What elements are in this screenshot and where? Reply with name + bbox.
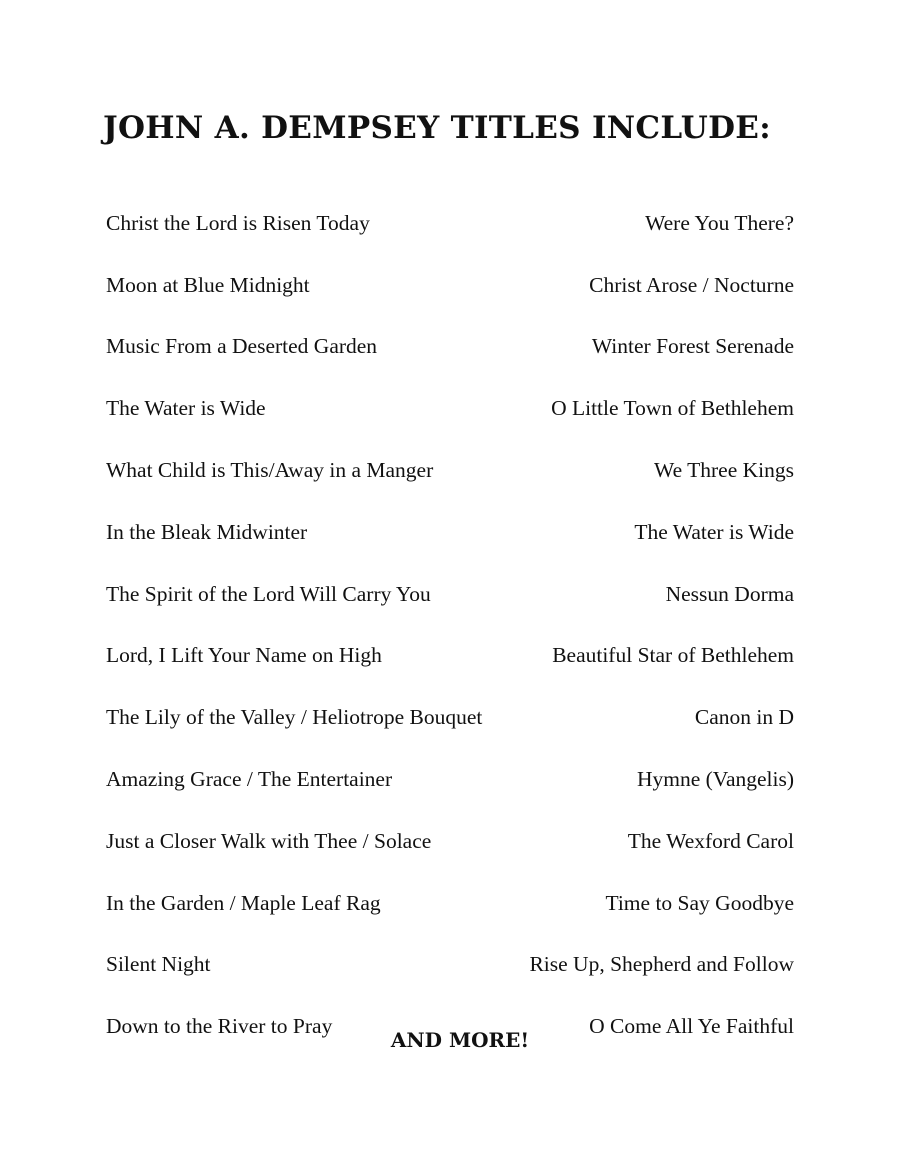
title-row: [106, 934, 794, 996]
title-right: O Come All Ye Faithful: [589, 1014, 794, 1039]
title-left: Christ the Lord is Risen Today: [106, 210, 370, 235]
title-left: Silent Night: [106, 952, 211, 977]
titles-list: [106, 192, 794, 1057]
title-right: Time to Say Goodbye: [605, 890, 794, 915]
title-right: Were You There?: [645, 210, 794, 235]
title-left: What Child is This/Away in a Manger: [106, 458, 434, 483]
title-left: In the Bleak Midwinter: [106, 519, 308, 544]
page-title: JOHN A. DEMPSEY TITLES INCLUDE:: [103, 110, 771, 146]
title-left: Lord, I Lift Your Name on High: [106, 643, 382, 668]
title-left: Amazing Grace / The Entertainer: [106, 767, 393, 792]
title-row: [106, 748, 794, 810]
title-left: Moon at Blue Midnight: [106, 272, 310, 297]
title-left: Down to the River to Pray: [106, 1014, 333, 1039]
title-left: In the Garden / Maple Leaf Rag: [106, 890, 381, 915]
title-row: [106, 625, 794, 687]
title-right: Nessun Dorma: [665, 581, 794, 606]
title-right: Hymne (Vangelis): [636, 767, 794, 792]
and-more-footer: AND MORE!: [390, 1028, 530, 1052]
title-right: Rise Up, Shepherd and Follow: [529, 952, 794, 977]
title-left: Music From a Deserted Garden: [106, 334, 378, 359]
title-right: Winter Forest Serenade: [591, 334, 794, 359]
title-row: [106, 316, 794, 378]
title-right: The Wexford Carol: [627, 828, 794, 853]
title-row: [106, 501, 794, 563]
title-row: [106, 563, 794, 625]
title-left: The Lily of the Valley / Heliotrope Bouquet: [106, 705, 483, 730]
title-row: [106, 192, 794, 254]
title-right: Canon in D: [694, 705, 794, 730]
title-left: The Spirit of the Lord Will Carry You: [106, 581, 431, 606]
title-right: O Little Town of Bethlehem: [551, 396, 794, 421]
title-row: [106, 439, 794, 501]
title-row: [106, 872, 794, 934]
title-row: [106, 810, 794, 872]
title-right: Beautiful Star of Bethlehem: [552, 643, 794, 668]
title-row: [106, 377, 794, 439]
title-row: [106, 254, 794, 316]
title-right: Christ Arose / Nocturne: [589, 272, 794, 297]
title-right: We Three Kings: [654, 458, 794, 483]
title-left: Just a Closer Walk with Thee / Solace: [106, 828, 432, 853]
title-right: The Water is Wide: [634, 519, 794, 544]
title-row: [106, 686, 794, 748]
title-left: The Water is Wide: [106, 396, 266, 421]
